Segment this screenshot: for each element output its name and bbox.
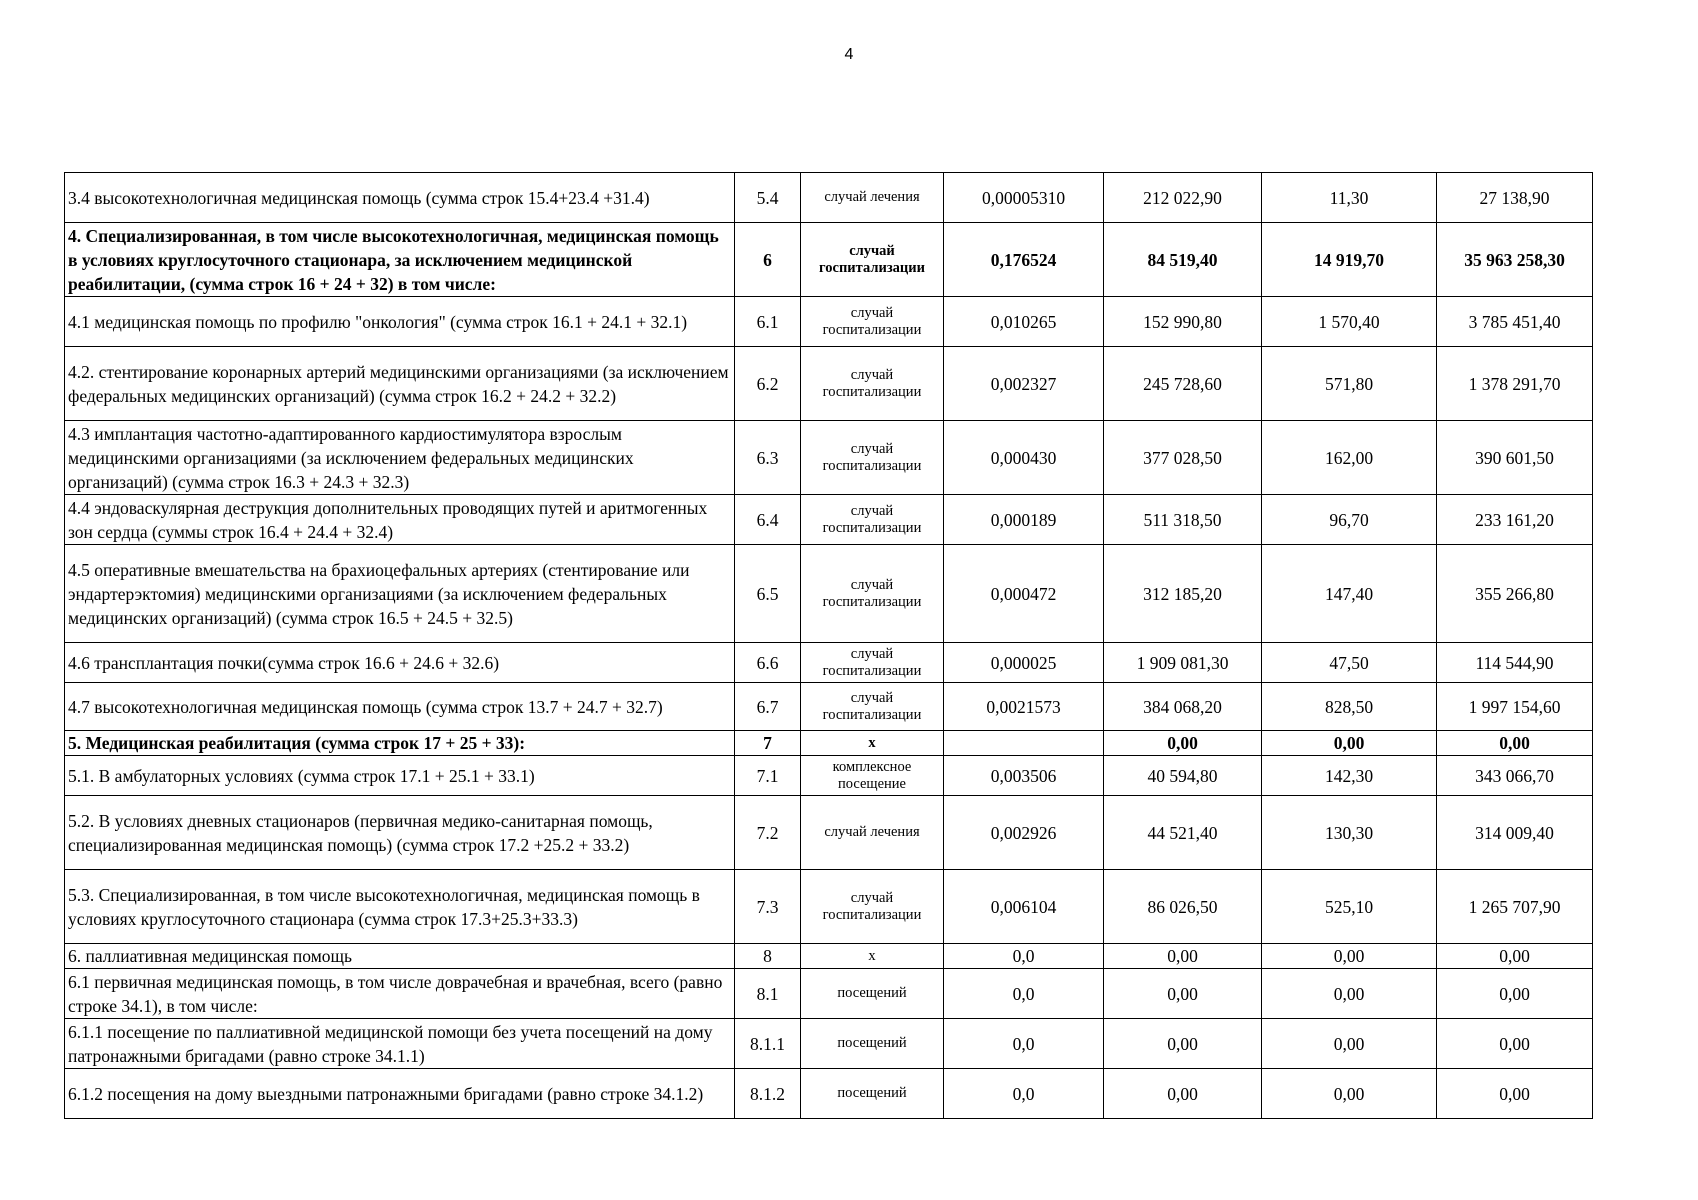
row-description: 6. паллиативная медицинская помощь xyxy=(65,944,735,969)
row-unit: х xyxy=(801,731,944,756)
row-norm xyxy=(944,731,1104,756)
row-unit-cost: 84 519,40 xyxy=(1104,223,1262,297)
row-code: 6.7 xyxy=(735,683,801,731)
row-total: 35 963 258,30 xyxy=(1437,223,1593,297)
row-code: 6.1 xyxy=(735,297,801,347)
row-total: 1 378 291,70 xyxy=(1437,347,1593,421)
row-code: 8 xyxy=(735,944,801,969)
row-description: 6.1.2 посещения на дому выездными патронажными бригадами (равно строке 34.1.2) xyxy=(65,1069,735,1119)
row-code: 8.1.1 xyxy=(735,1019,801,1069)
table-row xyxy=(65,796,1593,870)
row-unit: х xyxy=(801,944,944,969)
table-row xyxy=(65,223,1593,297)
row-description: 6.1.1 посещение по паллиативной медицинской помощи без учета посещений на дому патронажными бригадами (равно строке 34.1.1) xyxy=(65,1019,735,1069)
table-row xyxy=(65,1019,1593,1069)
row-unit: случай госпитализации xyxy=(801,545,944,643)
row-description: 5. Медицинская реабилитация (сумма строк 17 + 25 + 33): xyxy=(65,731,735,756)
table-row xyxy=(65,421,1593,495)
row-unit: случай госпитализации xyxy=(801,297,944,347)
row-per-capita: 525,10 xyxy=(1262,870,1437,944)
row-per-capita: 162,00 xyxy=(1262,421,1437,495)
row-unit: случай госпитализации xyxy=(801,347,944,421)
row-total: 0,00 xyxy=(1437,731,1593,756)
row-description: 4. Специализированная, в том числе высокотехнологичная, медицинская помощь в условиях круглосуточного стационара, за исключением медицинской реабилитации, (сумма строк 16 + 24 + 32) в том числе: xyxy=(65,223,735,297)
row-description: 4.1 медицинская помощь по профилю "онкология" (сумма строк 16.1 + 24.1 + 32.1) xyxy=(65,297,735,347)
table-row xyxy=(65,731,1593,756)
row-per-capita: 571,80 xyxy=(1262,347,1437,421)
row-norm: 0,010265 xyxy=(944,297,1104,347)
row-norm: 0,006104 xyxy=(944,870,1104,944)
row-total: 390 601,50 xyxy=(1437,421,1593,495)
row-norm: 0,000189 xyxy=(944,495,1104,545)
row-unit-cost: 0,00 xyxy=(1104,969,1262,1019)
row-code: 6 xyxy=(735,223,801,297)
table-row xyxy=(65,683,1593,731)
row-unit-cost: 40 594,80 xyxy=(1104,756,1262,796)
table-row xyxy=(65,545,1593,643)
row-total: 233 161,20 xyxy=(1437,495,1593,545)
row-unit-cost: 0,00 xyxy=(1104,1019,1262,1069)
row-per-capita: 0,00 xyxy=(1262,1069,1437,1119)
row-per-capita: 14 919,70 xyxy=(1262,223,1437,297)
row-per-capita: 142,30 xyxy=(1262,756,1437,796)
row-unit: посещений xyxy=(801,1019,944,1069)
row-per-capita: 11,30 xyxy=(1262,173,1437,223)
row-unit-cost: 86 026,50 xyxy=(1104,870,1262,944)
row-per-capita: 47,50 xyxy=(1262,643,1437,683)
row-unit: случай лечения xyxy=(801,173,944,223)
row-unit: случай госпитализации xyxy=(801,223,944,297)
row-norm: 0,000025 xyxy=(944,643,1104,683)
row-unit-cost: 384 068,20 xyxy=(1104,683,1262,731)
row-norm: 0,002327 xyxy=(944,347,1104,421)
row-unit-cost: 245 728,60 xyxy=(1104,347,1262,421)
row-unit: посещений xyxy=(801,969,944,1019)
row-total: 343 066,70 xyxy=(1437,756,1593,796)
row-norm: 0,0021573 xyxy=(944,683,1104,731)
row-description: 5.2. В условиях дневных стационаров (первичная медико-санитарная помощь, специализированная медицинская помощь) (сумма строк 17.2 +25.2 + 33.2) xyxy=(65,796,735,870)
row-unit: случай госпитализации xyxy=(801,870,944,944)
table-row xyxy=(65,643,1593,683)
row-description: 4.5 оперативные вмешательства на брахиоцефальных артериях (стентирование или эндартерэктомия) медицинскими организациями (за исключением федеральных медицинских организаций) (сумма строк 16.5 + 24.5 + 32.5) xyxy=(65,545,735,643)
row-norm: 0,000430 xyxy=(944,421,1104,495)
row-code: 8.1 xyxy=(735,969,801,1019)
row-description: 4.7 высокотехнологичная медицинская помощь (сумма строк 13.7 + 24.7 + 32.7) xyxy=(65,683,735,731)
row-unit-cost: 312 185,20 xyxy=(1104,545,1262,643)
row-per-capita: 96,70 xyxy=(1262,495,1437,545)
row-total: 314 009,40 xyxy=(1437,796,1593,870)
row-norm: 0,003506 xyxy=(944,756,1104,796)
row-total: 0,00 xyxy=(1437,969,1593,1019)
row-description: 6.1 первичная медицинская помощь, в том числе доврачебная и врачебная, всего (равно строке 34.1), в том числе: xyxy=(65,969,735,1019)
row-unit: случай госпитализации xyxy=(801,643,944,683)
row-description: 4.6 трансплантация почки(сумма строк 16.6 + 24.6 + 32.6) xyxy=(65,643,735,683)
row-unit-cost: 0,00 xyxy=(1104,731,1262,756)
row-unit: случай госпитализации xyxy=(801,495,944,545)
row-per-capita: 828,50 xyxy=(1262,683,1437,731)
row-code: 7.3 xyxy=(735,870,801,944)
row-unit-cost: 1 909 081,30 xyxy=(1104,643,1262,683)
row-per-capita: 0,00 xyxy=(1262,731,1437,756)
row-per-capita: 0,00 xyxy=(1262,1019,1437,1069)
financing-table xyxy=(64,172,1593,1119)
page-number: 4 xyxy=(844,46,854,63)
row-unit-cost: 44 521,40 xyxy=(1104,796,1262,870)
row-code: 5.4 xyxy=(735,173,801,223)
row-unit: комплексное посещение xyxy=(801,756,944,796)
row-total: 114 544,90 xyxy=(1437,643,1593,683)
row-norm: 0,00005310 xyxy=(944,173,1104,223)
row-norm: 0,0 xyxy=(944,1019,1104,1069)
table-row xyxy=(65,495,1593,545)
table-row xyxy=(65,870,1593,944)
row-norm: 0,0 xyxy=(944,969,1104,1019)
row-code: 7.1 xyxy=(735,756,801,796)
row-code: 6.6 xyxy=(735,643,801,683)
row-total: 355 266,80 xyxy=(1437,545,1593,643)
row-per-capita: 1 570,40 xyxy=(1262,297,1437,347)
table-row xyxy=(65,173,1593,223)
table-row xyxy=(65,297,1593,347)
row-norm: 0,176524 xyxy=(944,223,1104,297)
row-code: 6.3 xyxy=(735,421,801,495)
row-code: 6.4 xyxy=(735,495,801,545)
table-row xyxy=(65,347,1593,421)
table-row xyxy=(65,944,1593,969)
row-norm: 0,0 xyxy=(944,944,1104,969)
row-code: 8.1.2 xyxy=(735,1069,801,1119)
row-norm: 0,002926 xyxy=(944,796,1104,870)
table-row xyxy=(65,969,1593,1019)
row-total: 1 265 707,90 xyxy=(1437,870,1593,944)
row-total: 0,00 xyxy=(1437,1069,1593,1119)
row-per-capita: 130,30 xyxy=(1262,796,1437,870)
row-code: 7 xyxy=(735,731,801,756)
table-row xyxy=(65,756,1593,796)
row-unit: случай госпитализации xyxy=(801,421,944,495)
row-unit-cost: 511 318,50 xyxy=(1104,495,1262,545)
row-description: 4.3 имплантация частотно-адаптированного кардиостимулятора взрослым медицинскими организациями (за исключением федеральных медицинских организаций) (сумма строк 16.3 + 24.3 + 32.3) xyxy=(65,421,735,495)
row-unit-cost: 0,00 xyxy=(1104,944,1262,969)
row-norm: 0,000472 xyxy=(944,545,1104,643)
row-unit: посещений xyxy=(801,1069,944,1119)
row-code: 6.5 xyxy=(735,545,801,643)
row-per-capita: 0,00 xyxy=(1262,969,1437,1019)
table-body xyxy=(65,173,1593,1119)
row-unit-cost: 377 028,50 xyxy=(1104,421,1262,495)
row-total: 0,00 xyxy=(1437,1019,1593,1069)
row-unit-cost: 212 022,90 xyxy=(1104,173,1262,223)
row-code: 6.2 xyxy=(735,347,801,421)
row-description: 5.1. В амбулаторных условиях (сумма строк 17.1 + 25.1 + 33.1) xyxy=(65,756,735,796)
row-unit-cost: 0,00 xyxy=(1104,1069,1262,1119)
row-norm: 0,0 xyxy=(944,1069,1104,1119)
row-per-capita: 0,00 xyxy=(1262,944,1437,969)
row-code: 7.2 xyxy=(735,796,801,870)
row-unit: случай госпитализации xyxy=(801,683,944,731)
row-unit: случай лечения xyxy=(801,796,944,870)
row-total: 0,00 xyxy=(1437,944,1593,969)
row-unit-cost: 152 990,80 xyxy=(1104,297,1262,347)
row-total: 3 785 451,40 xyxy=(1437,297,1593,347)
row-description: 5.3. Специализированная, в том числе высокотехнологичная, медицинская помощь в условиях круглосуточного стационара (сумма строк 17.3+25.3+33.3) xyxy=(65,870,735,944)
row-total: 27 138,90 xyxy=(1437,173,1593,223)
table-row xyxy=(65,1069,1593,1119)
row-description: 4.2. стентирование коронарных артерий медицинскими организациями (за исключением федеральных медицинских организаций) (сумма строк 16.2 + 24.2 + 32.2) xyxy=(65,347,735,421)
row-description: 4.4 эндоваскулярная деструкция дополнительных проводящих путей и аритмогенных зон сердца (суммы строк 16.4 + 24.4 + 32.4) xyxy=(65,495,735,545)
row-description: 3.4 высокотехнологичная медицинская помощь (сумма строк 15.4+23.4 +31.4) xyxy=(65,173,735,223)
row-per-capita: 147,40 xyxy=(1262,545,1437,643)
row-total: 1 997 154,60 xyxy=(1437,683,1593,731)
